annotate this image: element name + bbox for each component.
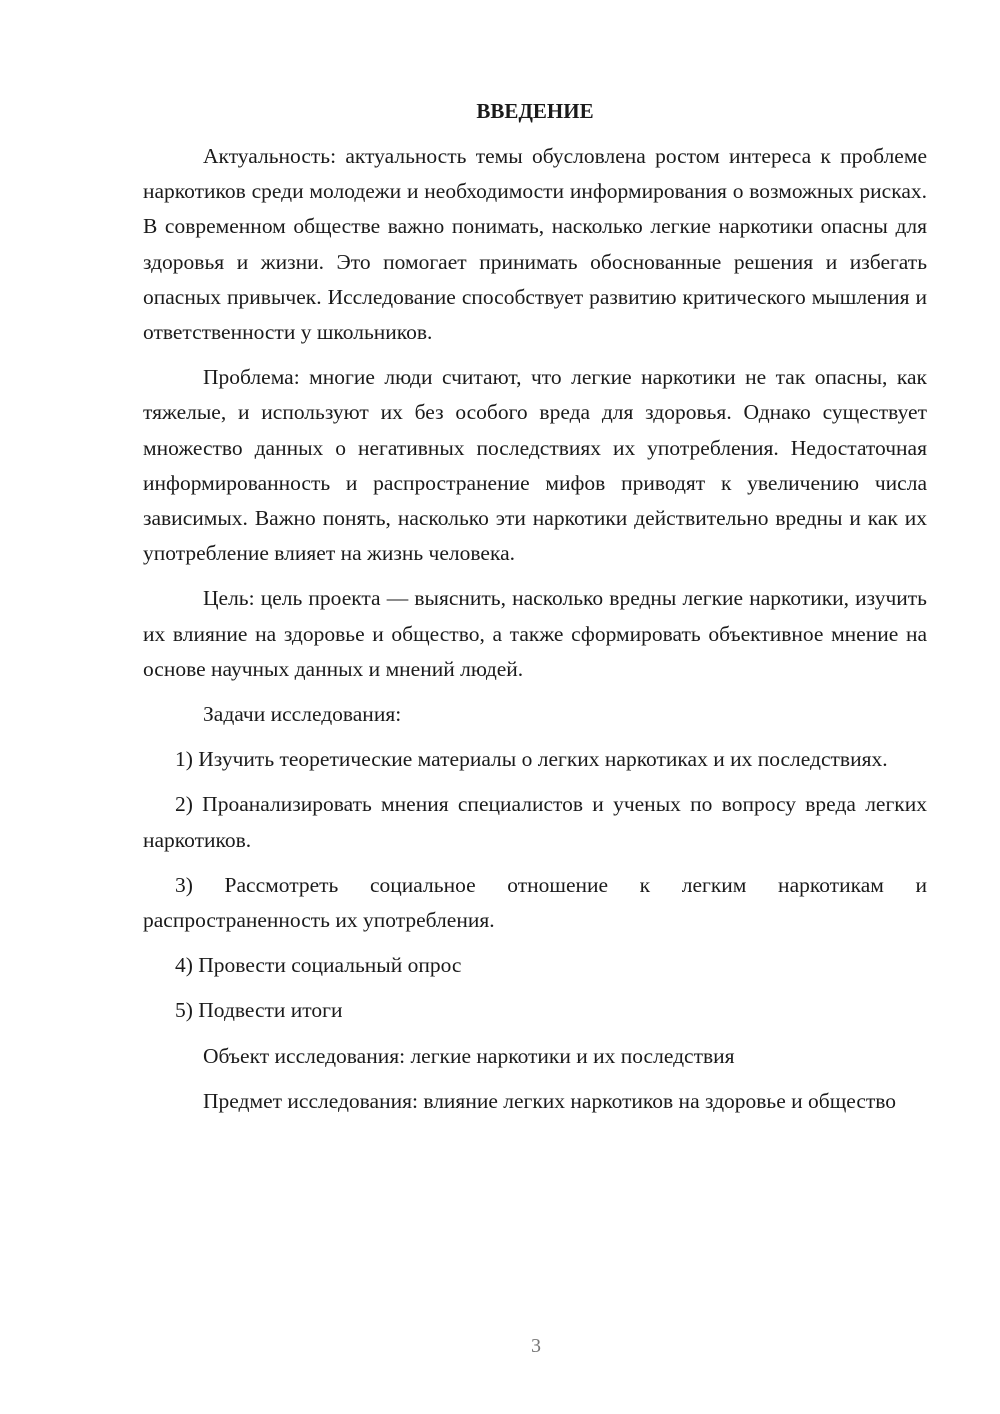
paragraph-goal: Цель: цель проекта — выяснить, насколько вредны легкие наркотики, изучить их влияние на здоровье и общество, а также сформировать объективное мнение на основе научных данных и мнений людей. [143, 586, 927, 681]
document-page [143, 94, 927, 1119]
task-item-3: 3) Рассмотреть социальное отношение к легким наркотикам и распространенность их употребления. [143, 872, 927, 933]
task-item-4: 4) Провести социальный опрос [175, 953, 462, 978]
paragraph-problem: Проблема: многие люди считают, что легкие наркотики не так опасны, как тяжелые, и используют их без особого вреда для здоровья. Однако существует множество данных о негативных последствиях их употребления. Недостаточная информированность и распространение мифов приводят к увеличению числа зависимых. Важно понять, насколько эти наркотики действительно вредны и как их употребление влияет на жизнь человека. [143, 365, 927, 566]
task-item-1: 1) Изучить теоретические материалы о легких наркотиках и их последствиях. [175, 747, 888, 772]
page-number: 3 [531, 1335, 541, 1357]
task-item-2: 2) Проанализировать мнения специалистов и ученых по вопросу вреда легких наркотиков. [143, 792, 927, 852]
paragraph-object: Объект исследования: легкие наркотики и их последствия [203, 1043, 735, 1068]
paragraph-relevance: Актуальность: актуальность темы обусловлена ростом интереса к проблеме наркотиков среди молодежи и необходимости информирования о возможных рисках. В современном обществе важно понимать, насколько легкие наркотики опасны для здоровья и жизни. Это помогает принимать обоснованные решения и избегать опасных привычек. Исследование способствует развитию критического мышления и ответственности у школьников. [143, 144, 927, 345]
section-title: ВВЕДЕНИЕ [476, 99, 594, 123]
paragraph-subject: Предмет исследования: влияние легких наркотиков на здоровье и общество [203, 1088, 897, 1113]
paragraph-tasks-heading: Задачи исследования: [203, 702, 402, 727]
task-item-5: 5) Подвести итоги [175, 998, 343, 1023]
